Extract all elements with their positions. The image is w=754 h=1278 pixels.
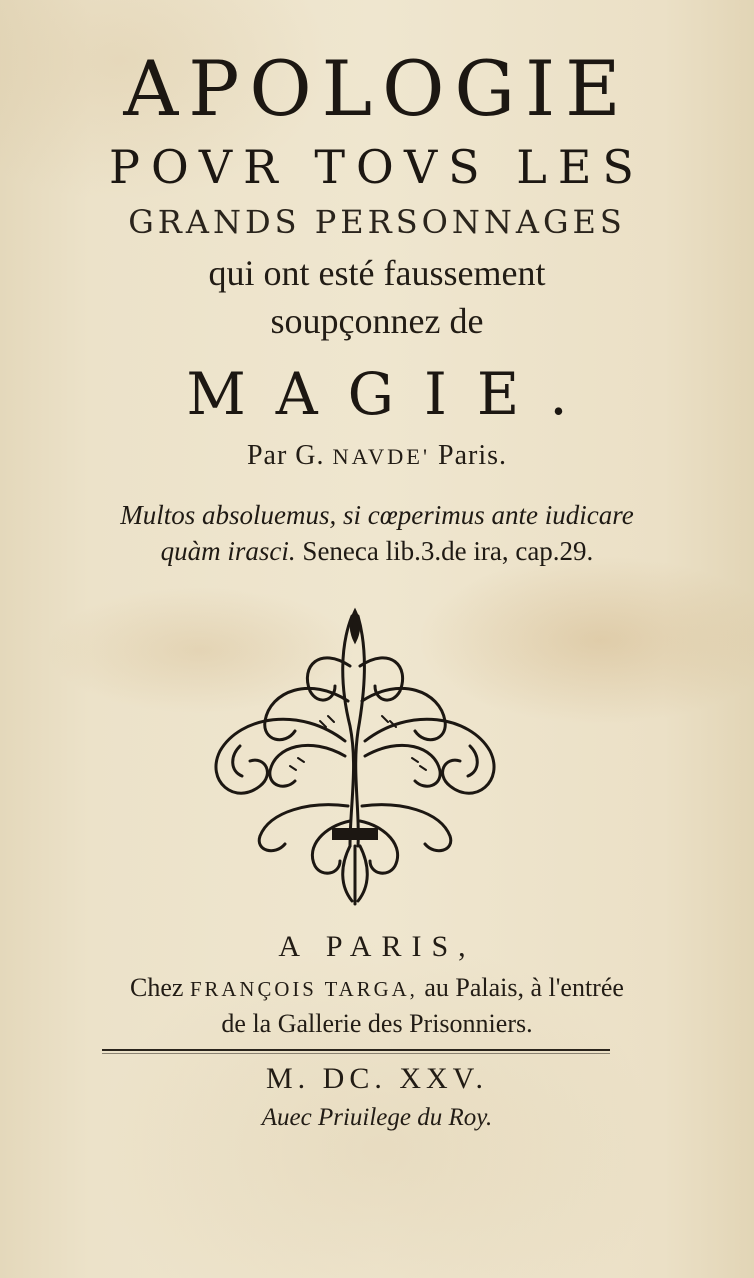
epigraph-line-2 — [0, 536, 754, 567]
imprint-publisher: FRANÇOIS TARGA, — [189, 978, 418, 1001]
title-apologie: APOLOGIE — [123, 44, 631, 133]
title-soupconnez: soupçonnez de — [270, 301, 484, 341]
imprint-address: au Palais, à l'entrée — [424, 973, 624, 1002]
author-prefix: Par G. — [246, 440, 325, 471]
imprint-chez: Chez — [130, 973, 184, 1002]
epigraph-italic: quàm irasci. — [160, 536, 296, 566]
title-pour-tous-les: POVR TOVS LES — [109, 140, 645, 194]
epigraph-line-1: Multos absoluemus, si cœperimus ante iudicare — [120, 500, 634, 530]
imprint-publisher-line — [0, 973, 754, 1003]
imprint-city: A PARIS, — [278, 930, 476, 963]
title-faussement: qui ont esté faussement — [208, 253, 546, 293]
divider-rule — [102, 1049, 610, 1051]
title-magie: MAGIE. — [186, 360, 598, 428]
imprint-gallerie: de la Gallerie des Prisonniers. — [221, 1009, 533, 1038]
epigraph-citation: Seneca lib.3.de ira, cap.29. — [302, 536, 594, 566]
author-line — [0, 440, 754, 472]
fleuron-icon — [200, 606, 510, 906]
imprint-privilege: Auec Priuilege du Roy. — [261, 1104, 493, 1131]
author-name: NAVDE' — [332, 444, 431, 469]
imprint-date: M. DC. XXV. — [266, 1062, 488, 1095]
divider-rule-thin — [102, 1053, 610, 1054]
author-suffix: Paris. — [438, 440, 508, 471]
title-grands-personnages: GRANDS PERSONNAGES — [128, 203, 626, 241]
